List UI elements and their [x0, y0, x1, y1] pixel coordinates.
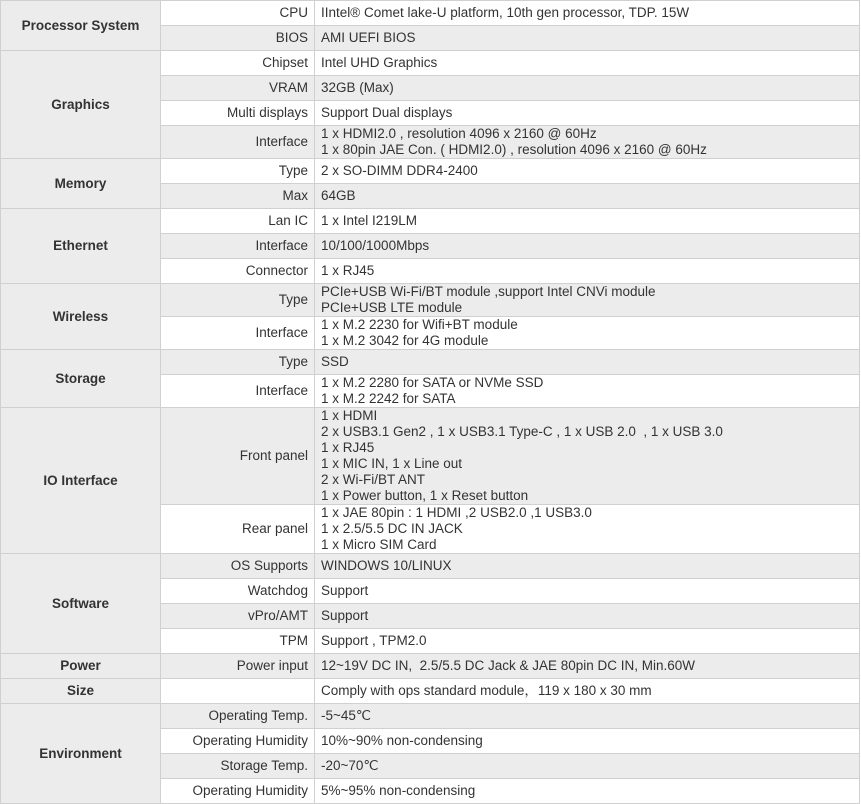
spec-label: vPro/AMT	[161, 604, 315, 629]
spec-value-line: 1 x 80pin JAE Con. ( HDMI2.0) , resolution 4096 x 2160 @ 60Hz	[321, 142, 707, 157]
spec-value-line: 1 x HDMI2.0 , resolution 4096 x 2160 @ 60Hz	[321, 126, 597, 141]
spec-row	[1, 350, 860, 375]
spec-value-line: -20~70℃	[321, 758, 379, 773]
spec-label: OS Supports	[161, 554, 315, 579]
category-label: Memory	[1, 159, 161, 209]
category-label: Wireless	[1, 284, 161, 350]
spec-row	[1, 1, 860, 26]
spec-row	[1, 654, 860, 679]
spec-label: Lan IC	[161, 209, 315, 234]
spec-value	[315, 184, 860, 209]
spec-label: TPM	[161, 629, 315, 654]
category-label: Size	[1, 679, 161, 704]
spec-value-line: IIntel® Comet lake-U platform, 10th gen processor, TDP. 15W	[321, 5, 690, 20]
spec-value	[315, 629, 860, 654]
spec-label: Operating Humidity	[161, 779, 315, 804]
category-label: Environment	[1, 704, 161, 804]
spec-value-line: 1 x JAE 80pin : 1 HDMI ,2 USB2.0 ,1 USB3.0	[321, 505, 592, 520]
spec-label: Type	[161, 350, 315, 375]
spec-label: BIOS	[161, 26, 315, 51]
spec-value-line: 1 x Micro SIM Card	[321, 537, 437, 552]
spec-label: CPU	[161, 1, 315, 26]
spec-value-line: WINDOWS 10/LINUX	[321, 558, 452, 573]
spec-value	[315, 234, 860, 259]
spec-value	[315, 209, 860, 234]
spec-value-line: 1 x RJ45	[321, 263, 375, 278]
spec-value-line: 1 x M.2 2242 for SATA	[321, 391, 456, 406]
spec-value-line: 2 x Wi-Fi/BT ANT	[321, 472, 426, 487]
spec-value	[315, 159, 860, 184]
spec-value	[315, 375, 860, 408]
spec-label: Type	[161, 159, 315, 184]
spec-label: Storage Temp.	[161, 754, 315, 779]
spec-label: Operating Temp.	[161, 704, 315, 729]
spec-value	[315, 729, 860, 754]
spec-value-line: 1 x RJ45	[321, 440, 375, 455]
spec-row	[1, 704, 860, 729]
spec-label: Interface	[161, 126, 315, 159]
spec-value	[315, 604, 860, 629]
category-label: Software	[1, 554, 161, 654]
spec-value	[315, 350, 860, 375]
spec-value	[315, 101, 860, 126]
spec-label: Operating Humidity	[161, 729, 315, 754]
spec-value-line: Support , TPM2.0	[321, 633, 427, 648]
spec-value	[315, 284, 860, 317]
spec-value-line: 12~19V DC IN, 2.5/5.5 DC Jack & JAE 80pin DC IN, Min.60W	[321, 658, 696, 673]
spec-value-line: -5~45℃	[321, 708, 372, 723]
category-label: IO Interface	[1, 408, 161, 554]
spec-table-body	[1, 1, 860, 804]
spec-value	[315, 779, 860, 804]
spec-value-line: 1 x MIC IN, 1 x Line out	[321, 456, 463, 471]
spec-row	[1, 159, 860, 184]
category-label: Storage	[1, 350, 161, 408]
spec-value	[315, 408, 860, 505]
spec-value	[315, 579, 860, 604]
spec-value-line: 10/100/1000Mbps	[321, 238, 430, 253]
spec-label: Watchdog	[161, 579, 315, 604]
category-label: Ethernet	[1, 209, 161, 284]
spec-value	[315, 126, 860, 159]
spec-value	[315, 554, 860, 579]
spec-value-line: 1 x Intel I219LM	[321, 213, 418, 228]
spec-label: Power input	[161, 654, 315, 679]
spec-value-line: SSD	[321, 354, 349, 369]
spec-label: Max	[161, 184, 315, 209]
spec-value-line: 1 x M.2 2230 for Wifi+BT module	[321, 317, 518, 332]
spec-value-line: Support	[321, 608, 369, 623]
spec-value-line: Support Dual displays	[321, 105, 453, 120]
spec-value-line: Comply with ops standard module，119 x 180 x 30 mm	[321, 683, 652, 698]
spec-value-line: 32GB (Max)	[321, 80, 394, 95]
spec-label: Interface	[161, 317, 315, 350]
spec-value	[315, 654, 860, 679]
spec-value-line: 2 x USB3.1 Gen2 , 1 x USB3.1 Type-C , 1 x USB 2.0 , 1 x USB 3.0	[321, 424, 723, 439]
spec-label: Front panel	[161, 408, 315, 505]
category-label: Power	[1, 654, 161, 679]
spec-row	[1, 408, 860, 505]
spec-label: Chipset	[161, 51, 315, 76]
spec-value-line: Intel UHD Graphics	[321, 55, 438, 70]
spec-value-line: 2 x SO-DIMM DDR4-2400	[321, 163, 478, 178]
spec-value-line: AMI UEFI BIOS	[321, 30, 416, 45]
spec-value-line: 64GB	[321, 188, 356, 203]
spec-label	[161, 679, 315, 704]
spec-value	[315, 76, 860, 101]
spec-value	[315, 1, 860, 26]
spec-value-line: 10%~90% non-condensing	[321, 733, 483, 748]
spec-value	[315, 317, 860, 350]
spec-label: Interface	[161, 234, 315, 259]
spec-value-line: PCIe+USB Wi-Fi/BT module ,support Intel CNVi module	[321, 284, 656, 299]
spec-value	[315, 51, 860, 76]
category-label: Graphics	[1, 51, 161, 159]
spec-label: Connector	[161, 259, 315, 284]
spec-row	[1, 554, 860, 579]
spec-value	[315, 704, 860, 729]
spec-value-line: 1 x 2.5/5.5 DC IN JACK	[321, 521, 463, 536]
spec-value-line: 1 x HDMI	[321, 408, 378, 423]
spec-label: VRAM	[161, 76, 315, 101]
spec-label: Multi displays	[161, 101, 315, 126]
spec-value	[315, 26, 860, 51]
spec-value-line: Support	[321, 583, 369, 598]
spec-value-line: PCIe+USB LTE module	[321, 300, 463, 315]
spec-value-line: 1 x Power button, 1 x Reset button	[321, 488, 529, 503]
spec-value-line: 1 x M.2 3042 for 4G module	[321, 333, 489, 348]
spec-value	[315, 505, 860, 554]
spec-value	[315, 679, 860, 704]
spec-row	[1, 209, 860, 234]
spec-row	[1, 679, 860, 704]
spec-value-line: 5%~95% non-condensing	[321, 783, 476, 798]
category-label: Processor System	[1, 1, 161, 51]
spec-value	[315, 259, 860, 284]
spec-row	[1, 284, 860, 317]
spec-value-line: 1 x M.2 2280 for SATA or NVMe SSD	[321, 375, 544, 390]
spec-value	[315, 754, 860, 779]
spec-label: Type	[161, 284, 315, 317]
spec-label: Rear panel	[161, 505, 315, 554]
spec-label: Interface	[161, 375, 315, 408]
spec-row	[1, 51, 860, 76]
